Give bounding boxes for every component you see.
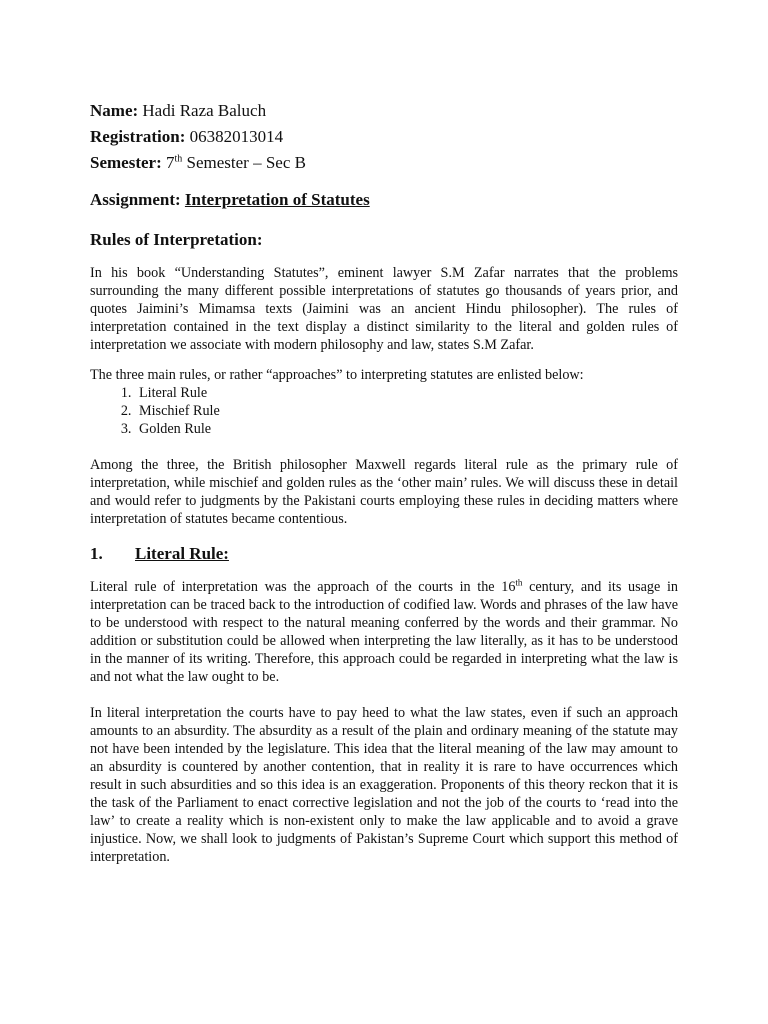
assignment-label: Assignment: — [90, 190, 181, 209]
semester-rest: Semester – Sec B — [186, 153, 306, 172]
literal-p1-sup: th — [515, 577, 523, 588]
name-label: Name: — [90, 101, 139, 120]
rules-list — [90, 384, 678, 438]
section-heading-rules: Rules of Interpretation: — [90, 230, 263, 249]
list-item: 3. Golden Rule — [135, 420, 678, 438]
registration-line — [90, 124, 678, 150]
semester-suffix: th — [174, 153, 183, 165]
name-line — [90, 98, 678, 124]
assignment-title: Interpretation of Statutes — [184, 190, 370, 209]
semester-label: Semester: — [90, 153, 162, 172]
assignment-line — [90, 188, 678, 212]
intro-paragraph: In his book “Understanding Statutes”, eminent lawyer S.M Zafar narrates that the problems surrounding the many different possible interpretations of statutes go thousands of years prior, and quotes Jaimini’s Mimamsa texts (Jaimini was an ancient Hindu philosopher). The rules of interpretation contained in the text display a distinct similarity to the literal and golden rules of interpretation we associate with modern philosophy and law, states S.M Zafar. — [90, 265, 678, 353]
registration-value: 06382013014 — [189, 127, 284, 146]
literal-paragraph-1 — [90, 578, 678, 686]
list-intro: The three main rules, or rather “approaches” to interpreting statutes are enlisted below: — [90, 367, 584, 383]
literal-paragraph-2: In literal interpretation the courts have to pay heed to what the law states, even if such an approach amounts to an absurdity. The absurdity as a result of the plain and ordinary meaning of the statute may not have been intended by the legislature. This idea that the literal meaning of the law may amount to an absurdity is countered by another contention, that in reality it is rare to have occurrences which result in such absurdities and so this idea is an exaggeration. Proponents of this theory reckon that it is the task of the Parliament to enact corrective legislation and not the job of the courts to ‘read into the law’ to create a reality which is non-existent only to make the law applicable and to avoid a grave injustice. Now, we shall look to judgments of Pakistan’s Supreme Court which support this method of interpretation. — [90, 705, 678, 865]
registration-label: Registration: — [90, 127, 186, 146]
section-title: Literal Rule: — [135, 544, 229, 563]
name-value: Hadi Raza Baluch — [142, 101, 267, 120]
semester-line — [90, 150, 678, 176]
literal-p1-end: century, and its usage in interpretation can be traced back to the introduction of codified law. Words and phrases of the law have to be understood with respect to the natural meaning conferred by the words and their grammar. No addition or substitution could be allowed when interpreting the law literally, as it has to be understood in the manner of its writing. Therefore, this approach could be regarded in interpreting what the law is and not what the law ought to be. — [90, 579, 678, 685]
after-list-paragraph: Among the three, the British philosopher Maxwell regards literal rule as the primary rule of interpretation, while mischief and golden rules as the ‘other main’ rules. We will discuss these in detail and would refer to judgments by the Pakistani courts employing these rules in deciding matters where interpretation of statutes became contentious. — [90, 457, 678, 527]
literal-p1-start: Literal rule of interpretation was the approach of the courts in the 16 — [90, 579, 516, 595]
semester-number: 7 — [166, 153, 175, 172]
section-heading-literal — [90, 542, 678, 566]
list-item: 2. Mischief Rule — [135, 402, 678, 420]
section-number: 1. — [90, 544, 103, 563]
list-item: 1. Literal Rule — [135, 384, 678, 402]
